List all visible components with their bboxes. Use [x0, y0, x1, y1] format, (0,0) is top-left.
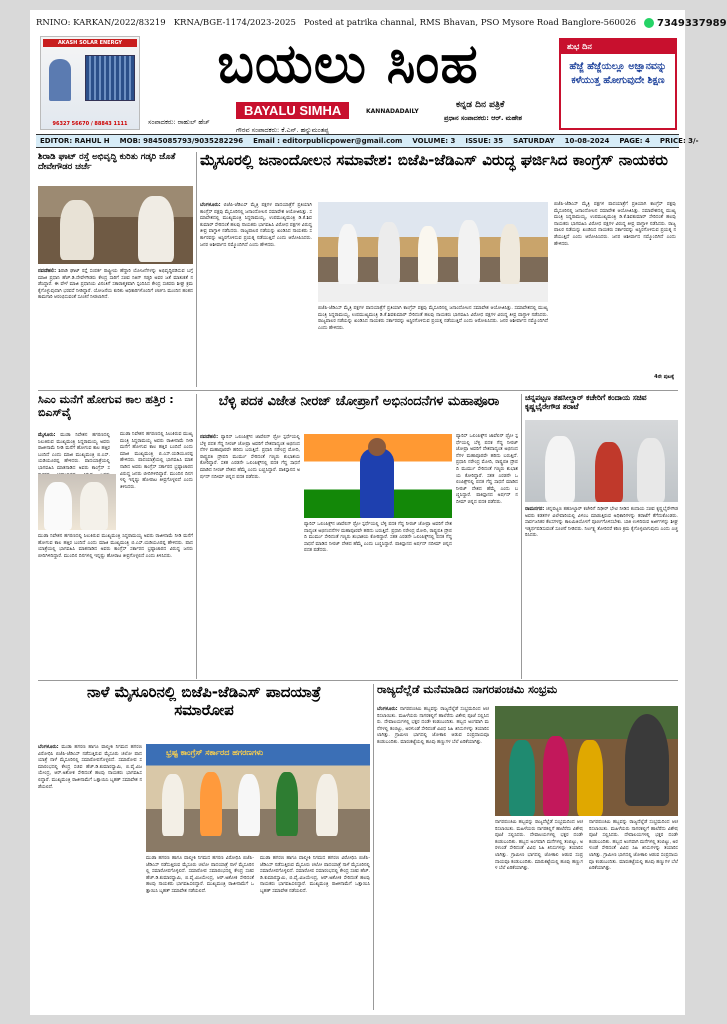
email-address: Email : editorpublicpower@gmail.com — [253, 137, 403, 145]
story-main-mysuru-rally — [200, 152, 678, 387]
thought-of-day-box — [559, 38, 677, 130]
padayatre-banner: ಭ್ರಷ್ಟ ಕಾಂಗ್ರೆಸ್ ಸರ್ಕಾರದ ಹಗರಣಗಳು — [166, 748, 264, 757]
continued-label: 4ನೇ ಪುಟಕ್ಕೆ — [654, 374, 674, 380]
weekday: SATURDAY — [513, 137, 555, 145]
column-divider — [196, 152, 197, 387]
row-divider — [38, 390, 678, 391]
column-divider — [373, 684, 374, 1010]
main-body-col1: ಬೆಂಗಳೂರು: ಬಿಜೆಪಿ-ಜೆಡಿಎಸ್ ಮೈತ್ರಿ ಪಕ್ಷಗಳ ಪಾದಯಾತ್ರೆಗೆ ಪ್ರತಿಯಾಗಿ ಕಾಂಗ್ರೆಸ್ ಪಕ್ಷವು ಮೈಸೂರಿನಲ್ಲಿ ಜನಾಂದೋಲನ ಸಮಾವೇಶ ಆಯೋಜಿಸಿತ್ತು. ಸಮಾವೇಶದಲ್ಲಿ ಮುಖ್ಯಮಂತ್ರಿ ಸಿದ್ದರಾಮಯ್ಯ, ಉಪಮುಖ್ಯಮಂತ್ರಿ ಡಿ.ಕೆ.ಶಿವಕುಮಾರ್ ಸೇರಿದಂತೆ ಹಲವು ನಾಯಕರು ಭಾಗವಹಿಸಿ ವಿರೋಧ ಪಕ್ಷಗಳ ವಿರುದ್ಧ ತೀವ್ರ ವಾಗ್ದಾಳಿ ನಡೆಸಿದರು. ರಾಜ್ಯಪಾಲರ ನಡೆಯನ್ನು ಖಂಡಿಸಿದ ನಾಯಕರು ಸರ್ಕಾರವನ್ನು ಅಸ್ಥಿರಗೊಳಿಸುವ ಪ್ರಯತ್ನ ನಡೆಯುತ್ತಿದೆ ಎಂದು ಆರೋಪಿಸಿದರು. ಜನರ ಆಶೀರ್ವಾದ ನಮ್ಮೊಂದಿಗಿದೆ ಎಂದು ಹೇಳಿದರು. — [200, 202, 312, 248]
ad-person-image — [49, 59, 71, 101]
neeraj-body-col1: ನವದೆಹಲಿ: ಪ್ಯಾರಿಸ್ ಒಲಿಂಪಿಕ್ಸ್‌ನ ಜಾವೆಲಿನ್ ಥ್ರೋ ಸ್ಪರ್ಧೆಯಲ್ಲಿ ಬೆಳ್ಳಿ ಪದಕ ಗೆದ್ದ ನೀರಜ್ ಚೋಪ್ರಾ ಅವರಿಗೆ ದೇಶದಾದ್ಯಂತ ಅಭಿನಂದನೆಗಳ ಮಹಾಪೂರವೇ ಹರಿದು ಬರುತ್ತಿದೆ. ಪ್ರಧಾನಿ ನರೇಂದ್ರ ಮೋದಿ, ರಾಷ್ಟ್ರಪತಿ ದ್ರೌಪದಿ ಮುರ್ಮು ಸೇರಿದಂತೆ ಗಣ್ಯರು ಶುಭಾಶಯ ಕೋರಿದ್ದಾರೆ. ಸತತ ಎರಡನೇ ಒಲಿಂಪಿಕ್ಸ್‌ನಲ್ಲಿ ಪದಕ ಗೆದ್ದ ಸಾಧನೆ ಮಾಡಿದ ನೀರಜ್ ದೇಶದ ಹೆಮ್ಮೆ ಎಂದು ಬಣ್ಣಿಸಿದ್ದಾರೆ. ಪಾಕಿಸ್ತಾನದ ಅರ್ಷದ್ ನದೀಮ್ ಚಿನ್ನದ ಪದಕ ಪಡೆದರು. — [200, 434, 301, 480]
solar-advertisement: AKASH SOLAR ENERGY 96327 56670 / 88843 1111 — [40, 36, 140, 130]
editor-credit: ಸಂಪಾದಕರು: ರಾಹುಲ್ ಹೆಚ್ — [148, 118, 210, 126]
thought-heading: ಶುಭ ದಿನ — [561, 40, 675, 54]
story-body-col3: ಮುಡಾ ನಿವೇಶನ ಹಗರಣದಲ್ಲಿ ಸಿಲುಕಿರುವ ಮುಖ್ಯಮಂತ್ರಿ ಸಿದ್ದರಾಮಯ್ಯ ಅವರು ರಾಜೀನಾಮೆ ನೀಡಿ ಮನೆಗೆ ಹೋಗುವ ಕಾಲ ಹತ್ತಿರ ಬಂದಿದೆ ಎಂದು ಮಾಜಿ ಮುಖ್ಯಮಂತ್ರಿ ಬಿ.ಎಸ್.ಯಡಿಯೂರಪ್ಪ ಹೇಳಿದರು. ಪಾದಯಾತ್ರೆಯಲ್ಲಿ ಭಾಗವಹಿಸಿ ಮಾತನಾಡಿದ ಅವರು ಕಾಂಗ್ರೆಸ್ ಸರ್ಕಾರದ ಭ್ರಷ್ಟಾಚಾರದ ವಿರುದ್ಧ ಜನರು ಬೀದಿಗಿಳಿದಿದ್ದಾರೆ. ಮುಂದಿನ ದಿನಗಳಲ್ಲಿ ಇನ್ನಷ್ಟು ಹೋರಾಟ ತೀವ್ರಗೊಳ್ಳಲಿದೆ ಎಂದು ತಿಳಿಸಿದರು. — [38, 534, 193, 559]
postal-info: Posted at patrika channal, RMS Bhavan, PSO Mysore Road Banglore-560026 — [303, 18, 637, 28]
newspaper-title-kannada: ಬಯಲು ಸಿಂಹ — [217, 32, 479, 95]
daily-tagline: ಕನ್ನಡ ದಿನ ಪತ್ರಿಕೆ — [456, 100, 505, 110]
padayatre-headline: ನಾಳೆ ಮೈಸೂರಿನಲ್ಲಿ ಬಿಜೆಪಿ-ಜೆಡಿಎಸ್ ಪಾದಯಾತ್ರೆ ಸಮಾರೋಪ — [87, 683, 321, 719]
story-neeraj-chopra — [200, 394, 518, 676]
story-headline: ಸಿಎಂ ಮನೆಗೆ ಹೋಗುವ ಕಾಲ ಹತ್ತಿರ : ಬಿಎಸ್‌ವೈ — [38, 393, 174, 419]
story-headline: ಚನ್ನಪಟ್ಟಣ ತಹಸೀಲ್ದಾರ್ ಕಚೇರಿಗೆ ಕಂದಾಯ ಸಚಿವ ಕೃಷ್ಣಭೈರೇಗೌಡ ತರಾಟೆ — [525, 393, 647, 411]
page-number: PAGE: 4 — [619, 137, 650, 145]
nagara-body-col1: ಬೆಂಗಳೂರು: ನಾಗರಪಂಚಮಿ ಹಬ್ಬವನ್ನು ರಾಜ್ಯದೆಲ್ಲೆಡೆ ಸಂಭ್ರಮದಿಂದ ಆಚರಿಸಲಾಯಿತು. ಮಹಿಳೆಯರು ನಾಗರಕಲ್ಲಿಗೆ ಹಾಲೆರೆದು ವಿಶೇಷ ಪೂಜೆ ಸಲ್ಲಿಸಿದರು. ದೇವಾಲಯಗಳಲ್ಲಿ ಭಕ್ತರ ದಂಡೇ ಕಂಡುಬಂದಿತು. ಹಬ್ಬದ ಅಂಗವಾಗಿ ಮನೆಗಳಲ್ಲಿ ತಂಬಿಟ್ಟು, ಅರಳುಂಡೆ ಸೇರಿದಂತೆ ವಿವಿಧ ಸಿಹಿ ತಿನಿಸುಗಳನ್ನು ತಯಾರಿಸಲಾಗಿತ್ತು. ಗ್ರಾಮೀಣ ಭಾಗದಲ್ಲಿ ಜೋಕಾಲಿ ಆಡುವ ಸಂಪ್ರದಾಯವೂ ಕಂಡುಬಂದಿತು. ಮಾರುಕಟ್ಟೆಯಲ್ಲಿ ಹೂವು ಹಣ್ಣುಗಳ ಬೆಲೆ ಏರಿಕೆಯಾಗಿತ್ತು. — [377, 706, 489, 745]
padayatre-body-col1: ಬೆಂಗಳೂರು: ಮುಡಾ ಹಗರಣ ಹಾಗೂ ವಾಲ್ಮೀಕಿ ನಿಗಮದ ಹಗರಣ ವಿರೋಧಿಸಿ ಬಿಜೆಪಿ-ಜೆಡಿಎಸ್ ನಡೆಸುತ್ತಿರುವ ಮೈಸೂರು ಚಲೋ ಪಾದಯಾತ್ರೆ ನಾಳೆ ಮೈಸೂರಿನಲ್ಲಿ ಸಮಾರೋಪಗೊಳ್ಳಲಿದೆ. ಸಮಾರೋಪ ಸಮಾರಂಭದಲ್ಲಿ ಕೇಂದ್ರ ಸಚಿವ ಹೆಚ್.ಡಿ.ಕುಮಾರಸ್ವಾಮಿ, ಬಿ.ವೈ.ವಿಜಯೇಂದ್ರ, ಆರ್.ಅಶೋಕ ಸೇರಿದಂತೆ ಹಲವು ನಾಯಕರು ಭಾಗವಹಿಸಲಿದ್ದಾರೆ. ಮುಖ್ಯಮಂತ್ರಿ ರಾಜೀನಾಮೆಗೆ ಒತ್ತಾಯಿಸಿ ಬೃಹತ್ ಸಮಾವೇಶ ನಡೆಯಲಿದೆ. — [38, 744, 142, 790]
rni-number: RNINO: KARKAN/2022/83219 — [36, 18, 166, 28]
column-divider — [196, 394, 197, 679]
padayatre-body-col2: ಮುಡಾ ಹಗರಣ ಹಾಗೂ ವಾಲ್ಮೀಕಿ ನಿಗಮದ ಹಗರಣ ವಿರೋಧಿಸಿ ಬಿಜೆಪಿ-ಜೆಡಿಎಸ್ ನಡೆಸುತ್ತಿರುವ ಮೈಸೂರು ಚಲೋ ಪಾದಯಾತ್ರೆ ನಾಳೆ ಮೈಸೂರಿನಲ್ಲಿ ಸಮಾರೋಪಗೊಳ್ಳಲಿದೆ. ಸಮಾರೋಪ ಸಮಾರಂಭದಲ್ಲಿ ಕೇಂದ್ರ ಸಚಿವ ಹೆಚ್.ಡಿ.ಕುಮಾರಸ್ವಾಮಿ, ಬಿ.ವೈ.ವಿಜಯೇಂದ್ರ, ಆರ್.ಅಶೋಕ ಸೇರಿದಂತೆ ಹಲವು ನಾಯಕರು ಭಾಗವಹಿಸಲಿದ್ದಾರೆ. ಮುಖ್ಯಮಂತ್ರಿ ರಾಜೀನಾಮೆಗೆ ಒತ್ತಾಯಿಸಿ ಬೃಹತ್ ಸಮಾವೇಶ ನಡೆಯಲಿದೆ. — [146, 856, 254, 894]
story-nagara-panchami — [377, 684, 678, 1010]
neeraj-headline: ಬೆಳ್ಳಿ ಪದಕ ವಿಜೇತ ನೀರಜ್ ಚೋಪ್ರಾಗೆ ಅಭಿನಂದನೆಗಳ ಮಹಾಪೂರಾ — [218, 394, 500, 409]
story-headline: ಶಿರಾಡಿ ಘಾಟ್ ರಸ್ತೆ ಅಭಿವೃದ್ಧಿ ಕುರಿತು ಗಡ್ಕರಿ ಜೊತೆ ದೇವೇಗೌಡರ ಚರ್ಚೆ — [38, 152, 176, 173]
rally-photo — [318, 202, 548, 302]
krna-number: KRNA/BGE-1174/2023-2025 — [173, 18, 296, 28]
solar-panel-image — [85, 55, 135, 101]
padayatre-body-col3: ಮುಡಾ ಹಗರಣ ಹಾಗೂ ವಾಲ್ಮೀಕಿ ನಿಗಮದ ಹಗರಣ ವಿರೋಧಿಸಿ ಬಿಜೆಪಿ-ಜೆಡಿಎಸ್ ನಡೆಸುತ್ತಿರುವ ಮೈಸೂರು ಚಲೋ ಪಾದಯಾತ್ರೆ ನಾಳೆ ಮೈಸೂರಿನಲ್ಲಿ ಸಮಾರೋಪಗೊಳ್ಳಲಿದೆ. ಸಮಾರೋಪ ಸಮಾರಂಭದಲ್ಲಿ ಕೇಂದ್ರ ಸಚಿವ ಹೆಚ್.ಡಿ.ಕುಮಾರಸ್ವಾಮಿ, ಬಿ.ವೈ.ವಿಜಯೇಂದ್ರ, ಆರ್.ಅಶೋಕ ಸೇರಿದಂತೆ ಹಲವು ನಾಯಕರು ಭಾಗವಹಿಸಲಿದ್ದಾರೆ. ಮುಖ್ಯಮಂತ್ರಿ ರಾಜೀನಾಮೆಗೆ ಒತ್ತಾಯಿಸಿ ಬೃಹತ್ ಸಮಾವೇಶ ನಡೆಯಲಿದೆ. — [260, 856, 370, 894]
neeraj-chopra-photo — [304, 434, 452, 518]
whatsapp-icon — [644, 18, 654, 28]
festival-photo — [495, 706, 678, 816]
padayatre-photo — [146, 744, 370, 852]
volume: VOLUME: 3 — [412, 137, 456, 145]
story-body: ನವದೆಹಲಿ: ಶಿರಾಡಿ ಘಾಟ್ ರಸ್ತೆ ಸಂಪರ್ಕ ರಾಷ್ಟ್ರೀಯ ಹೆದ್ದಾರಿ ಯೋಜನೆಗಳನ್ನು ಅಭಿವೃದ್ಧಿಪಡಿಸುವ ಬಗ್ಗೆ ಮಾಜಿ ಪ್ರಧಾನಿ ಹೆಚ್.ಡಿ.ದೇವೇಗೌಡರು ಕೇಂದ್ರ ಸಾರಿಗೆ ಸಚಿವ ನಿತಿನ್ ಗಡ್ಕರಿ ಅವರ ಜತೆ ಮಾತುಕತೆ ನಡೆಸಿದ್ದಾರೆ. ಈ ವೇಳೆ ಮಾಜಿ ಪ್ರಧಾನಿಯ ವಿನಂತಿಗೆ ಸಕಾರಾತ್ಮಕವಾಗಿ ಸ್ಪಂದಿಸಿದ ಕೇಂದ್ರ ಸಚಿವರು ಶೀಘ್ರ ಕ್ರಮ ಕೈಗೊಳ್ಳುವುದಾಗಿ ಭರವಸೆ ನೀಡಿದ್ದಾರೆ. ಯೋಜನೆಯ ಕುರಿತು ಅಧಿಕಾರಿಗಳೊಂದಿಗೆ ಚರ್ಚಿಸಿ ಮುಂದಿನ ಹಂತದ ಕಾಮಗಾರಿ ಆರಂಭಿಸುವಂತೆ ಸೂಚನೆ ನೀಡಲಾಗಿದೆ. — [38, 268, 194, 301]
column-divider — [521, 394, 522, 679]
issue: ISSUE: 35 — [465, 137, 504, 145]
story-padayatre — [38, 684, 370, 1010]
row-divider — [38, 680, 678, 681]
thought-text: ಹೆಜ್ಜೆ ಹೆಜ್ಜೆಯಲ್ಲೂ ಅಜ್ಞಾನವನ್ನು ಕಳೆಯುತ್ತ ಹೋಗುವುದೇ ಶಿಕ್ಷಣ — [569, 61, 667, 86]
date: 10-08-2024 — [564, 137, 610, 145]
kannada-daily-label: KANNADADAILY — [366, 108, 419, 115]
nagara-body-col3: ನಾಗರಪಂಚಮಿ ಹಬ್ಬವನ್ನು ರಾಜ್ಯದೆಲ್ಲೆಡೆ ಸಂಭ್ರಮದಿಂದ ಆಚರಿಸಲಾಯಿತು. ಮಹಿಳೆಯರು ನಾಗರಕಲ್ಲಿಗೆ ಹಾಲೆರೆದು ವಿಶೇಷ ಪೂಜೆ ಸಲ್ಲಿಸಿದರು. ದೇವಾಲಯಗಳಲ್ಲಿ ಭಕ್ತರ ದಂಡೇ ಕಂಡುಬಂದಿತು. ಹಬ್ಬದ ಅಂಗವಾಗಿ ಮನೆಗಳಲ್ಲಿ ತಂಬಿಟ್ಟು, ಅರಳುಂಡೆ ಸೇರಿದಂತೆ ವಿವಿಧ ಸಿಹಿ ತಿನಿಸುಗಳನ್ನು ತಯಾರಿಸಲಾಗಿತ್ತು. ಗ್ರಾಮೀಣ ಭಾಗದಲ್ಲಿ ಜೋಕಾಲಿ ಆಡುವ ಸಂಪ್ರದಾಯವೂ ಕಂಡುಬಂದಿತು. ಮಾರುಕಟ್ಟೆಯಲ್ಲಿ ಹೂವು ಹಣ್ಣುಗಳ ಬೆಲೆ ಏರಿಕೆಯಾಗಿತ್ತು. — [589, 820, 678, 872]
story-body-col1: ಮೈಸೂರು: ಮುಡಾ ನಿವೇಶನ ಹಗರಣದಲ್ಲಿ ಸಿಲುಕಿರುವ ಮುಖ್ಯಮಂತ್ರಿ ಸಿದ್ದರಾಮಯ್ಯ ಅವರು ರಾಜೀನಾಮೆ ನೀಡಿ ಮನೆಗೆ ಹೋಗುವ ಕಾಲ ಹತ್ತಿರ ಬಂದಿದೆ ಎಂದು ಮಾಜಿ ಮುಖ್ಯಮಂತ್ರಿ ಬಿ.ಎಸ್.ಯಡಿಯೂರಪ್ಪ ಹೇಳಿದರು. ಪಾದಯಾತ್ರೆಯಲ್ಲಿ ಭಾಗವಹಿಸಿ ಮಾತನಾಡಿದ ಅವರು ಕಾಂಗ್ರೆಸ್ ಸ — [38, 432, 110, 471]
politicians-photo — [38, 474, 116, 530]
nagara-body-col2: ನಾಗರಪಂಚಮಿ ಹಬ್ಬವನ್ನು ರಾಜ್ಯದೆಲ್ಲೆಡೆ ಸಂಭ್ರಮದಿಂದ ಆಚರಿಸಲಾಯಿತು. ಮಹಿಳೆಯರು ನಾಗರಕಲ್ಲಿಗೆ ಹಾಲೆರೆದು ವಿಶೇಷ ಪೂಜೆ ಸಲ್ಲಿಸಿದರು. ದೇವಾಲಯಗಳಲ್ಲಿ ಭಕ್ತರ ದಂಡೇ ಕಂಡುಬಂದಿತು. ಹಬ್ಬದ ಅಂಗವಾಗಿ ಮನೆಗಳಲ್ಲಿ ತಂಬಿಟ್ಟು, ಅರಳುಂಡೆ ಸೇರಿದಂತೆ ವಿವಿಧ ಸಿಹಿ ತಿನಿಸುಗಳನ್ನು ತಯಾರಿಸಲಾಗಿತ್ತು. ಗ್ರಾಮೀಣ ಭಾಗದಲ್ಲಿ ಜೋಕಾಲಿ ಆಡುವ ಸಂಪ್ರದಾಯವೂ ಕಂಡುಬಂದಿತು. ಮಾರುಕಟ್ಟೆಯಲ್ಲಿ ಹೂವು ಹಣ್ಣುಗಳ ಬೆಲೆ ಏರಿಕೆಯಾಗಿತ್ತು. — [495, 820, 583, 872]
chief-editor-credit: ಪ್ರಧಾನ ಸಂಪಾದಕರು: ಆರ್. ಮಹೇಶ — [444, 114, 523, 122]
registration-line — [36, 14, 727, 32]
price: PRICE: 3/- — [659, 137, 699, 145]
story-body: ರಾಮನಗರ: ಚನ್ನಪಟ್ಟಣ ತಹಸೀಲ್ದಾರ್ ಕಚೇರಿಗೆ ದಿಢೀರ್ ಭೇಟಿ ನೀಡಿದ ಕಂದಾಯ ಸಚಿವ ಕೃಷ್ಣಭೈರೇಗೌಡ ಅವರು ಕಡತಗಳ ವಿಲೇವಾರಿಯಲ್ಲಿ ವಿಳಂಬ ಮಾಡುತ್ತಿರುವ ಅಧಿಕಾರಿಗಳನ್ನು ತರಾಟೆಗೆ ತೆಗೆದುಕೊಂಡರು. ಸಾರ್ವಜನಿಕರ ಕೆಲಸಗಳನ್ನು ಕಾಲಮಿತಿಯೊಳಗೆ ಪೂರ್ಣಗೊಳಿಸಬೇಕು. ಬಾಕಿ ಉಳಿದಿರುವ ಅರ್ಜಿಗಳನ್ನು ಶೀಘ್ರ ಇತ್ಯರ್ಥಪಡಿಸುವಂತೆ ಸೂಚನೆ ನೀಡಿದರು. ನಿರ್ಲಕ್ಷ್ಯ ತೋರಿದರೆ ಕಠಿಣ ಕ್ರಮ ಕೈಗೊಳ್ಳಲಾಗುವುದು ಎಂದು ಎಚ್ಚರಿಸಿದರು. — [525, 506, 679, 539]
main-body-col3: ಬಿಜೆಪಿ-ಜೆಡಿಎಸ್ ಮೈತ್ರಿ ಪಕ್ಷಗಳ ಪಾದಯಾತ್ರೆಗೆ ಪ್ರತಿಯಾಗಿ ಕಾಂಗ್ರೆಸ್ ಪಕ್ಷವು ಮೈಸೂರಿನಲ್ಲಿ ಜನಾಂದೋಲನ ಸಮಾವೇಶ ಆಯೋಜಿಸಿತ್ತು. ಸಮಾವೇಶದಲ್ಲಿ ಮುಖ್ಯಮಂತ್ರಿ ಸಿದ್ದರಾಮಯ್ಯ, ಉಪಮುಖ್ಯಮಂತ್ರಿ ಡಿ.ಕೆ.ಶಿವಕುಮಾರ್ ಸೇರಿದಂತೆ ಹಲವು ನಾಯಕರು ಭಾಗವಹಿಸಿ ವಿರೋಧ ಪಕ್ಷಗಳ ವಿರುದ್ಧ ತೀವ್ರ ವಾಗ್ದಾಳಿ ನಡೆಸಿದರು. ರಾಜ್ಯಪಾಲರ ನಡೆಯನ್ನು ಖಂಡಿಸಿದ ನಾಯಕರು ಸರ್ಕಾರವನ್ನು ಅಸ್ಥಿರಗೊಳಿಸುವ ಪ್ರಯತ್ನ ನಡೆಯುತ್ತಿದೆ ಎಂದು ಆರೋಪಿಸಿದರು. ಜನರ ಆಶೀರ್ವಾದ ನಮ್ಮೊಂದಿಗಿದೆ ಎಂದು ಹೇಳಿದರು. — [554, 202, 676, 247]
mobile-numbers: MOB: 9845085793/9035282296 — [119, 137, 244, 145]
editor-name: EDITOR: RAHUL H — [40, 137, 110, 145]
honorary-editor-credit: ಗೌರವ ಸಂಪಾದಕರು: ಕೆ.ಎನ್. ಹನ್ನುಮಂತಪ್ಪ — [236, 126, 329, 134]
minister-visit-photo — [525, 420, 678, 502]
info-bar — [36, 134, 699, 148]
nagara-headline: ರಾಜ್ಯದೆಲ್ಲೆಡೆ ಮನೆಮಾಡಿದ ನಾಗರಪಂಚಮಿ ಸಂಭ್ರಮ — [377, 683, 558, 696]
story-body-col2: ಮುಡಾ ನಿವೇಶನ ಹಗರಣದಲ್ಲಿ ಸಿಲುಕಿರುವ ಮುಖ್ಯಮಂತ್ರಿ ಸಿದ್ದರಾಮಯ್ಯ ಅವರು ರಾಜೀನಾಮೆ ನೀಡಿ ಮನೆಗೆ ಹೋಗುವ ಕಾಲ ಹತ್ತಿರ ಬಂದಿದೆ ಎಂದು ಮಾಜಿ ಮುಖ್ಯಮಂತ್ರಿ ಬಿ.ಎಸ್.ಯಡಿಯೂರಪ್ಪ ಹೇಳಿದರು. ಪಾದಯಾತ್ರೆಯಲ್ಲಿ ಭಾಗವಹಿಸಿ ಮಾತನಾಡಿದ ಅವರು ಕಾಂಗ್ರೆಸ್ ಸರ್ಕಾರದ ಭ್ರಷ್ಟಾಚಾರದ ವಿರುದ್ಧ ಜನರು ಬೀದಿಗಿಳಿದಿದ್ದಾರೆ. ಮುಂದಿನ ದಿನಗಳಲ್ಲಿ ಇನ್ನಷ್ಟು ಹೋರಾಟ ತೀವ್ರಗೊಳ್ಳಲಿದೆ ಎಂದು ತಿಳಿಸಿದರು. — [120, 432, 193, 490]
story-cm-bsy — [38, 394, 193, 676]
story-shirady — [38, 152, 193, 412]
main-body-col2: ಬಿಜೆಪಿ-ಜೆಡಿಎಸ್ ಮೈತ್ರಿ ಪಕ್ಷಗಳ ಪಾದಯಾತ್ರೆಗೆ ಪ್ರತಿಯಾಗಿ ಕಾಂಗ್ರೆಸ್ ಪಕ್ಷವು ಮೈಸೂರಿನಲ್ಲಿ ಜನಾಂದೋಲನ ಸಮಾವೇಶ ಆಯೋಜಿಸಿತ್ತು. ಸಮಾವೇಶದಲ್ಲಿ ಮುಖ್ಯಮಂತ್ರಿ ಸಿದ್ದರಾಮಯ್ಯ, ಉಪಮುಖ್ಯಮಂತ್ರಿ ಡಿ.ಕೆ.ಶಿವಕುಮಾರ್ ಸೇರಿದಂತೆ ಹಲವು ನಾಯಕರು ಭಾಗವಹಿಸಿ ವಿರೋಧ ಪಕ್ಷಗಳ ವಿರುದ್ಧ ತೀವ್ರ ವಾಗ್ದಾಳಿ ನಡೆಸಿದರು. ರಾಜ್ಯಪಾಲರ ನಡೆಯನ್ನು ಖಂಡಿಸಿದ ನಾಯಕರು ಸರ್ಕಾರವನ್ನು ಅಸ್ಥಿರಗೊಳಿಸುವ ಪ್ರಯತ್ನ ನಡೆಯುತ್ತಿದೆ ಎಂದು ಆರೋಪಿಸಿದರು. ಜನರ ಆಶೀರ್ವಾದ ನಮ್ಮೊಂದಿಗಿದೆ ಎಂದು ಹೇಳಿದರು. — [318, 306, 548, 331]
masthead — [36, 34, 679, 132]
story-photo — [38, 186, 193, 264]
newspaper-title-english: BAYALU SIMHA — [236, 102, 349, 119]
neeraj-body-col3: ಪ್ಯಾರಿಸ್ ಒಲಿಂಪಿಕ್ಸ್‌ನ ಜಾವೆಲಿನ್ ಥ್ರೋ ಸ್ಪರ್ಧೆಯಲ್ಲಿ ಬೆಳ್ಳಿ ಪದಕ ಗೆದ್ದ ನೀರಜ್ ಚೋಪ್ರಾ ಅವರಿಗೆ ದೇಶದಾದ್ಯಂತ ಅಭಿನಂದನೆಗಳ ಮಹಾಪೂರವೇ ಹರಿದು ಬರುತ್ತಿದೆ. ಪ್ರಧಾನಿ ನರೇಂದ್ರ ಮೋದಿ, ರಾಷ್ಟ್ರಪತಿ ದ್ರೌಪದಿ ಮುರ್ಮು ಸೇರಿದಂತೆ ಗಣ್ಯರು ಶುಭಾಶಯ ಕೋರಿದ್ದಾರೆ. ಸತತ ಎರಡನೇ ಒಲಿಂಪಿಕ್ಸ್‌ನಲ್ಲಿ ಪದಕ ಗೆದ್ದ ಸಾಧನೆ ಮಾಡಿದ ನೀರಜ್ ದೇಶದ ಹೆಮ್ಮೆ ಎಂದು ಬಣ್ಣಿಸಿದ್ದಾರೆ. ಪಾಕಿಸ್ತಾನದ ಅರ್ಷದ್ ನದೀಮ್ ಚಿನ್ನದ ಪದಕ ಪಡೆದರು. — [456, 434, 518, 505]
story-chennapatna — [525, 394, 678, 676]
neeraj-body-col2: ಪ್ಯಾರಿಸ್ ಒಲಿಂಪಿಕ್ಸ್‌ನ ಜಾವೆಲಿನ್ ಥ್ರೋ ಸ್ಪರ್ಧೆಯಲ್ಲಿ ಬೆಳ್ಳಿ ಪದಕ ಗೆದ್ದ ನೀರಜ್ ಚೋಪ್ರಾ ಅವರಿಗೆ ದೇಶದಾದ್ಯಂತ ಅಭಿನಂದನೆಗಳ ಮಹಾಪೂರವೇ ಹರಿದು ಬರುತ್ತಿದೆ. ಪ್ರಧಾನಿ ನರೇಂದ್ರ ಮೋದಿ, ರಾಷ್ಟ್ರಪತಿ ದ್ರೌಪದಿ ಮುರ್ಮು ಸೇರಿದಂತೆ ಗಣ್ಯರು ಶುಭಾಶಯ ಕೋರಿದ್ದಾರೆ. ಸತತ ಎರಡನೇ ಒಲಿಂಪಿಕ್ಸ್‌ನಲ್ಲಿ ಪದಕ ಗೆದ್ದ ಸಾಧನೆ ಮಾಡಿದ ನೀರಜ್ ದೇಶದ ಹೆಮ್ಮೆ ಎಂದು ಬಣ್ಣಿಸಿದ್ದಾರೆ. ಪಾಕಿಸ್ತಾನದ ಅರ್ಷದ್ ನದೀಮ್ ಚಿನ್ನದ ಪದಕ ಪಡೆದರು. — [304, 522, 452, 554]
whatsapp-phone: 7349337989 — [644, 18, 727, 29]
newspaper-page — [30, 10, 727, 1015]
main-headline: ಮೈಸೂರಲ್ಲಿ ಜನಾಂದೋಲನ ಸಮಾವೇಶ: ಬಿಜೆಪಿ-ಜೆಡಿಎಸ್ ವಿರುದ್ಧ ಘರ್ಜಿಸಿದ ಕಾಂಗ್ರೆಸ್ ನಾಯಕರು — [200, 151, 668, 169]
